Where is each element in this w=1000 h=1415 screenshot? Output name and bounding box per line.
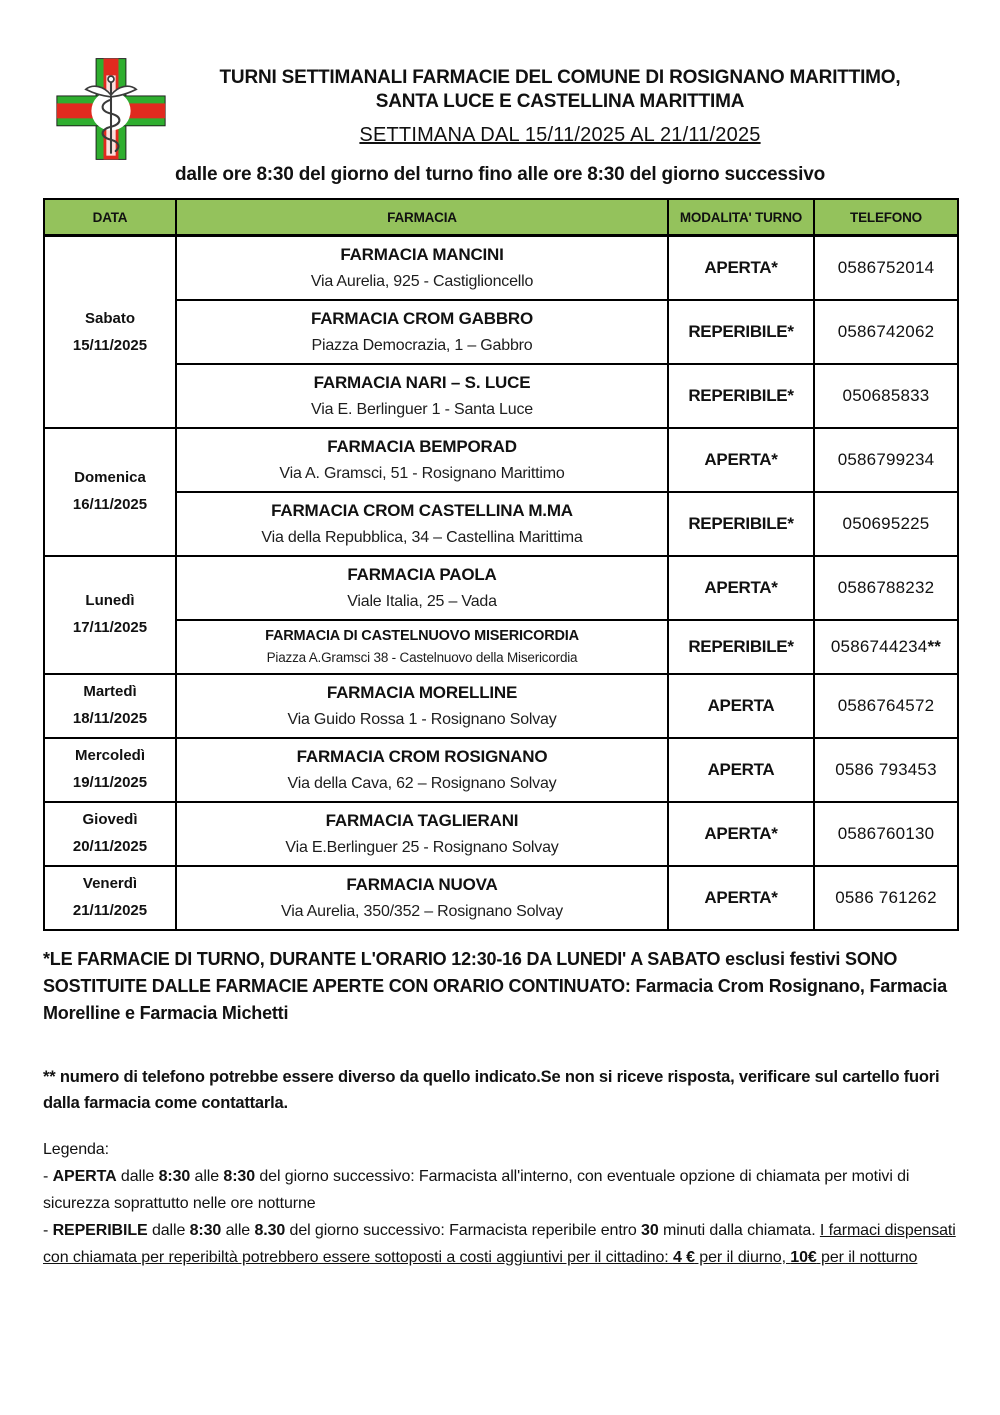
pharmacy-name: FARMACIA BEMPORAD (327, 436, 517, 456)
day-date: 21/11/2025 (72, 902, 148, 920)
pharmacy-name: FARMACIA NARI – S. LUCE (313, 372, 531, 392)
table-row (44, 674, 958, 738)
phone-number: 0586742062 (814, 300, 958, 364)
pharmacy-cross-caduceus-icon (55, 56, 167, 162)
phone-number: 0586744234** (814, 620, 958, 674)
day-name: Venerdì (82, 875, 138, 893)
pharmacy-cell (176, 428, 668, 492)
column-header-farmacia: FARMACIA (176, 199, 668, 236)
table-row (44, 556, 958, 620)
table-row (44, 492, 958, 556)
pharmacy-name: FARMACIA MANCINI (340, 245, 504, 265)
pharmacy-cell (176, 364, 668, 428)
day-cell (44, 236, 176, 428)
pharmacy-cell (176, 620, 668, 674)
column-header-modalita: MODALITA' TURNO (668, 199, 814, 236)
pharmacy-name: FARMACIA NUOVA (346, 874, 498, 894)
turn-mode: APERTA* (668, 428, 814, 492)
phone-number: 0586 793453 (814, 738, 958, 802)
pharmacy-cell (176, 738, 668, 802)
table-row (44, 428, 958, 492)
phone-number: 0586799234 (814, 428, 958, 492)
pharmacy-address: Via A. Gramsci, 51 - Rosignano Marittimo (279, 464, 565, 482)
table-row (44, 866, 958, 930)
pharmacy-name: FARMACIA CROM GABBRO (310, 308, 534, 328)
pharmacy-address: Via della Repubblica, 34 – Castellina Marittima (261, 528, 583, 546)
day-cell (44, 802, 176, 866)
turn-mode: APERTA (668, 738, 814, 802)
phone-number: 0586752014 (814, 236, 958, 300)
pharmacy-address: Via Guido Rossa 1 - Rosignano Solvay (287, 710, 557, 728)
pharmacy-cell (176, 866, 668, 930)
pharmacy-name: FARMACIA CROM CASTELLINA M.MA (271, 500, 573, 520)
turn-mode: REPERIBILE* (668, 364, 814, 428)
column-header-data: DATA (44, 199, 176, 236)
day-cell (44, 866, 176, 930)
turn-mode: REPERIBILE* (668, 492, 814, 556)
pharmacy-cell (176, 556, 668, 620)
turn-mode: APERTA (668, 674, 814, 738)
day-name: Sabato (84, 309, 135, 327)
footnote-phone: ** numero di telefono potrebbe essere diverso da quello indicato.Se non si riceve risposta, verificare sul cartello fuori dalla farmacia come contattarla. (43, 1067, 940, 1112)
phone-number: 0586788232 (814, 556, 958, 620)
pharmacy-cell (176, 674, 668, 738)
week-range: SETTIMANA DAL 15/11/2025 AL 21/11/2025 (359, 123, 761, 146)
table-row (44, 364, 958, 428)
turn-mode: APERTA* (668, 866, 814, 930)
turn-mode: APERTA* (668, 236, 814, 300)
pharmacy-address: Piazza A.Gramsci 38 - Castelnuovo della Misericordia (266, 650, 578, 666)
document-header (43, 54, 957, 186)
pharmacy-address: Via E. Berlinguer 1 - Santa Luce (311, 400, 533, 418)
phone-number: 050685833 (814, 364, 958, 428)
legend-title: Legenda: (43, 1141, 109, 1158)
table-row (44, 236, 958, 300)
footnote-substitution: *LE FARMACIE DI TURNO, DURANTE L'ORARIO 12:30-16 DA LUNEDI' A SABATO esclusi festivi SONO SOSTITUITE DALLE FARMACIE APERTE CON ORARIO CONTINUATO: Farmacia Crom Rosignano, Farmacia Morelline e Farmacia Michetti (43, 948, 947, 1023)
pharmacy-name: FARMACIA CROM ROSIGNANO (296, 746, 548, 766)
page-title-line2: SANTA LUCE E CASTELLINA MARITTIMA (375, 90, 745, 112)
turn-mode: APERTA* (668, 556, 814, 620)
day-cell (44, 556, 176, 674)
day-date: 18/11/2025 (72, 710, 148, 728)
day-date: 16/11/2025 (72, 496, 148, 514)
pharmacy-address: Via E.Berlinguer 25 - Rosignano Solvay (285, 838, 559, 856)
pharmacy-name: FARMACIA DI CASTELNUOVO MISERICORDIA (265, 628, 579, 645)
pharmacy-address: Viale Italia, 25 – Vada (347, 592, 497, 610)
pharmacy-name: FARMACIA MORELLINE (326, 682, 518, 702)
page-title (163, 66, 957, 114)
table-row (44, 738, 958, 802)
pharmacy-address: Via Aurelia, 925 - Castiglioncello (310, 273, 534, 291)
column-header-telefono: TELEFONO (814, 199, 958, 236)
table-row (44, 620, 958, 674)
pharmacy-name: FARMACIA PAOLA (347, 564, 497, 584)
legend-reperibile-line: - REPERIBILE dalle 8:30 alle 8.30 del giorno successivo: Farmacista reperibile entro 30 minuti dalla chiamata. I farmaci dispensati con chiamata per reperibiltà potrebbero essere sottoposti a costi aggiuntivi per il cittadino: 4 € per il diurno, 10€ per il notturno (43, 1221, 956, 1266)
page-title-line1: TURNI SETTIMANALI FARMACIE DEL COMUNE DI ROSIGNANO MARITTIMO, (219, 67, 901, 88)
day-name: Martedì (83, 683, 137, 701)
pharmacy-cell (176, 802, 668, 866)
day-date: 20/11/2025 (72, 838, 148, 856)
phone-number: 0586764572 (814, 674, 958, 738)
shift-hours-note: dalle ore 8:30 del giorno del turno fino alle ore 8:30 del giorno successivo (175, 163, 825, 185)
day-name: Mercoledì (74, 747, 146, 765)
day-cell (44, 674, 176, 738)
phone-number: 050695225 (814, 492, 958, 556)
table-header-row (44, 199, 958, 236)
title-block (163, 54, 957, 147)
table-row (44, 802, 958, 866)
phone-number: 0586760130 (814, 802, 958, 866)
day-cell (44, 738, 176, 802)
day-date: 15/11/2025 (72, 336, 148, 354)
phone-number: 0586 761262 (814, 866, 958, 930)
legend (43, 1137, 957, 1271)
day-name: Domenica (74, 469, 146, 487)
turn-mode: REPERIBILE* (668, 300, 814, 364)
day-date: 17/11/2025 (72, 619, 148, 637)
table-row (44, 300, 958, 364)
day-cell (44, 428, 176, 556)
turn-mode: REPERIBILE* (668, 620, 814, 674)
pharmacy-cell (176, 492, 668, 556)
pharmacy-address: Piazza Democrazia, 1 – Gabbro (311, 336, 533, 354)
pharmacy-name: FARMACIA TAGLIERANI (325, 810, 519, 830)
pharmacy-shifts-table (43, 198, 959, 931)
day-date: 19/11/2025 (72, 774, 148, 792)
pharmacy-address: Via della Cava, 62 – Rosignano Solvay (287, 774, 557, 792)
turn-mode: APERTA* (668, 802, 814, 866)
day-name: Lunedì (85, 592, 135, 610)
day-name: Giovedì (82, 811, 138, 829)
legend-aperta-line: - APERTA dalle 8:30 alle 8:30 del giorno successivo: Farmacista all'interno, con eventuale opzione di chiamata per motivi di sicurezza soprattutto nelle ore notturne (43, 1167, 910, 1212)
pharmacy-cell (176, 300, 668, 364)
pharmacy-address: Via Aurelia, 350/352 – Rosignano Solvay (281, 902, 563, 920)
pharmacy-cell (176, 236, 668, 300)
